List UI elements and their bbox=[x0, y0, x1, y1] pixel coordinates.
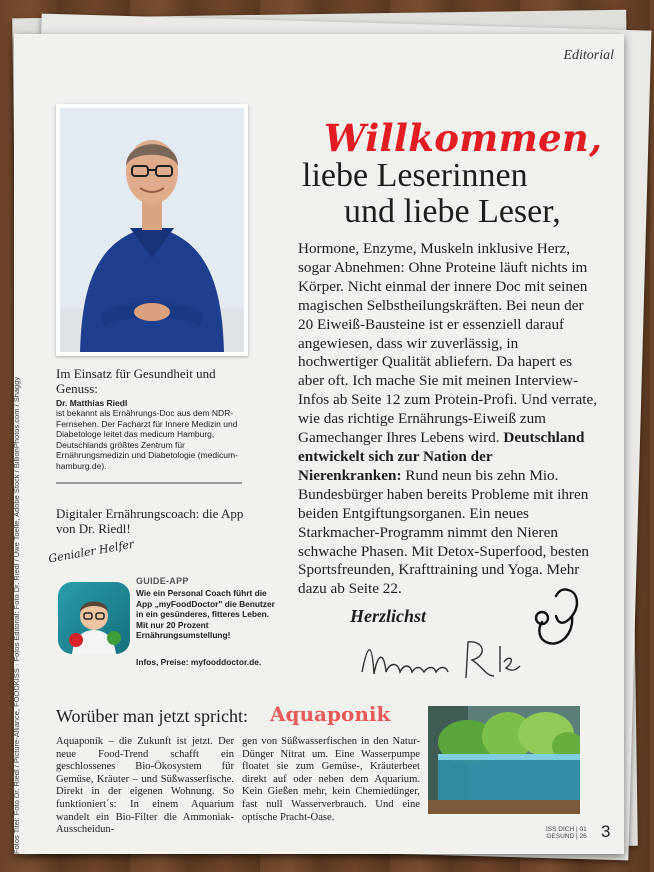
magazine-page bbox=[14, 34, 624, 854]
editorial-body bbox=[298, 240, 598, 599]
page-number: 3 bbox=[601, 822, 611, 841]
aquarium-plants-image bbox=[428, 706, 580, 814]
trending-column-1: Aquaponik – die Zukunft ist jetzt. Der neue Food-Trend schafft ein geschlossenes Bio-Ökosystem für Gemüse, Kräuter – und Süßwasserfische. Direkt in der eigenen Wohnung. So funktioniert´s: In einem Aquarium wandelt ein Bio-Filter die Ammoniak-Ausscheidun- bbox=[56, 736, 234, 836]
author-photo bbox=[56, 104, 248, 356]
trending-topic: Aquaponik bbox=[270, 702, 391, 726]
photo-caption-name: Dr. Matthias Riedl bbox=[56, 398, 128, 408]
doctor-avatar-icon bbox=[58, 582, 130, 654]
closing-greeting: Herzlichst bbox=[350, 606, 427, 626]
headline-line2: liebe Leserinnen bbox=[302, 157, 528, 194]
footer-issue-line2: 26 bbox=[579, 833, 587, 840]
footer-magazine-line2: GESUND bbox=[546, 833, 575, 840]
photo-caption-text: ist bekannt als Ernährungs-Doc aus dem NDR-Fernsehen. Der Facharzt für Innere Medizin und Diabetologe leitet das medicum Hamburg, Deutschlands größtes Zentrum für Ernährungsmedizin und Diabetologie (medicum-hamburg.de). bbox=[56, 408, 238, 471]
stethoscope-icon bbox=[528, 586, 584, 660]
guide-app-info: Infos, Preise: myfooddoctor.de. bbox=[136, 657, 262, 667]
headline-line3: und liebe Leser, bbox=[344, 193, 561, 230]
trending-intro: Worüber man jetzt spricht: bbox=[56, 706, 248, 726]
photo-caption-heading: Im Einsatz für Gesundheit und Genuss: bbox=[56, 366, 216, 396]
headline-welcome: Willkommen, bbox=[324, 116, 603, 160]
body-paragraph-2: Rund neun bis zehn Mio. Bundesbürger haben bereits Probleme mit ihren beiden Entgiftungsorganen. Ein neues Starkmacher-Programm nimmt den Nieren schwache Phasen. Mit Detox-Superfood, besten Sportsfreunden, Krafttraining und Yoga. Mehr dazu ab Seite 22. bbox=[298, 466, 590, 598]
app-icon bbox=[58, 582, 130, 654]
photo-credit: Fotos Titel: Foto Dr. Riedl / Picture-Alliance, FOODKISS · Fotos Editorial: Foto Dr. Riedl / Uwe Toelle, Adobe Stock / BillionPhotos.com / Shaggy bbox=[12, 376, 21, 854]
doctor-portrait-image bbox=[60, 108, 244, 352]
coach-heading: Digitaler Ernährungscoach: die App von Dr. Riedl! bbox=[56, 506, 244, 536]
footer-magazine-line1: ISS DICH bbox=[546, 826, 575, 833]
handwritten-note: Genialer Helfer bbox=[47, 537, 136, 566]
section-label: Editorial bbox=[563, 48, 614, 63]
guide-app-text: Wie ein Personal Coach führt die App „myFoodDoctor" die Benutzer in ein gesünderes, fitteres Leben. Mit nur 20 Prozent Ernährungsumstellung! bbox=[136, 588, 275, 641]
aquaponics-photo bbox=[428, 706, 580, 814]
footer-magazine-issue: ISS DICH | 01 GESUND | 26 bbox=[546, 826, 587, 840]
body-paragraph-1: Hormone, Enzyme, Muskeln inklusive Herz, sogar Abnehmen: Ohne Proteine läuft nichts im Körper. Nicht einmal der innere Doc mit seinen magischen Selbstheilungskräften. Bei neun der 20 Eiweiß-Bausteine ist er essenziell darauf angewiesen, dass wir zuverlässig, in hochwertiger Qualität abliefern. Da hapert es aber oft. Ich mache Sie mit meinen Interview-Infos ab Seite 12 zum Protein-Profi. Und verrate, wie das richtige Ernährungs-Eiweiß zum Gamechanger Ihres Lebens wird. bbox=[298, 240, 598, 447]
body-bold-lead: Deutschland entwickelt sich zur Nation der Nierenkranken: bbox=[298, 429, 585, 484]
guide-app-label: GUIDE-APP bbox=[136, 576, 189, 586]
trending-column-2: gen von Süßwasserfischen in den Natur-Dünger Nitrat um. Eine Wasserpumpe floatet sie zum Gemüse-, Kräuterbeet direkt auf oder neben dem Aquarium. Kein Gießen mehr, kein Chemiedünger, fast null Wasserverbrauch. Und eine optische Pracht-Oase. bbox=[242, 736, 420, 823]
caption-divider bbox=[56, 482, 242, 484]
signature-image bbox=[354, 632, 524, 688]
footer-issue-line1: 01 bbox=[579, 826, 587, 833]
